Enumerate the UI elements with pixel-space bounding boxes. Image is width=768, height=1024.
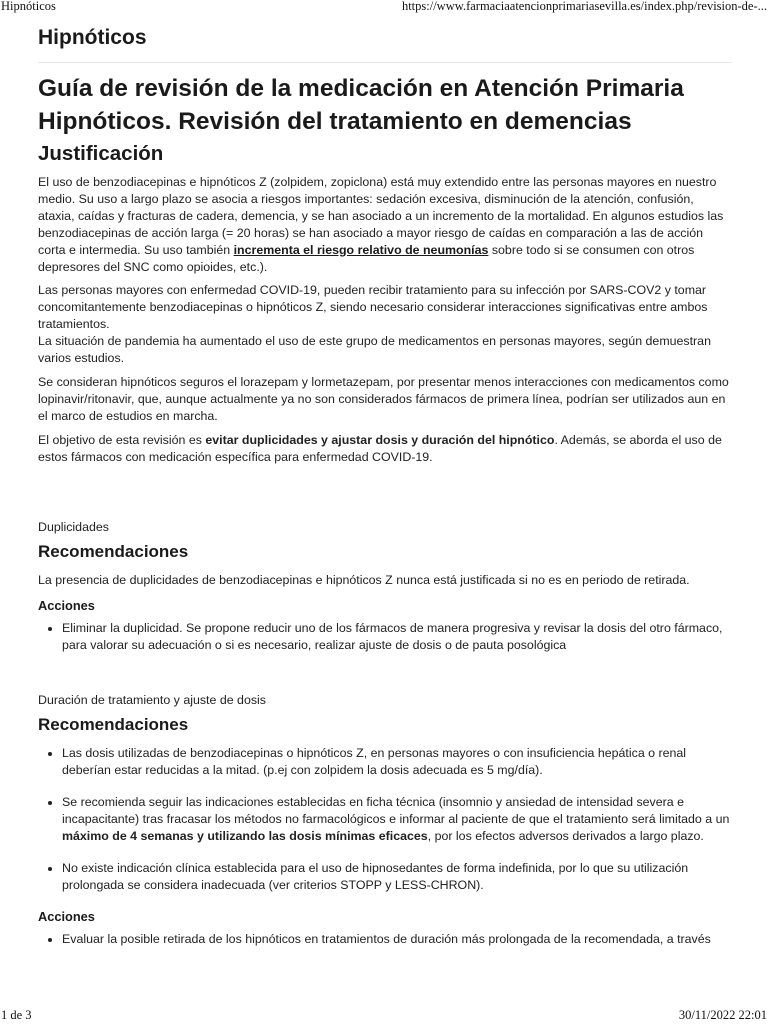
justificacion-paragraph-2 <box>38 282 732 367</box>
duracion-acciones-heading: Acciones <box>38 908 95 924</box>
justificacion-p1-text-b: sobre todo si se consumen con otros depresores del SNC como opioides, etc.). <box>38 242 695 274</box>
page-title-line-1: Guía de revisión de la medicación en Atención Primaria <box>38 75 684 102</box>
duracion-label: Duración de tratamiento y ajuste de dosis <box>38 693 266 708</box>
list-item <box>62 794 732 845</box>
duplicidades-acciones-heading: Acciones <box>38 598 95 614</box>
justificacion-p4-text-a: El objetivo de esta revisión es <box>38 432 206 447</box>
duracion-recomendaciones-heading: Recomendaciones <box>38 715 189 735</box>
list-item: • Evaluar la posible retirada de los hipnóticos en tratamientos de duración más prolongada de la recomendada, a través <box>62 931 732 948</box>
justificacion-p4-text-b: . Además, se aborda el uso de estos fármacos con medicación específica para enfermedad COVID-19. <box>38 432 722 464</box>
article <box>38 22 732 962</box>
print-header <box>0 0 768 16</box>
duracion-rec-item2-strong: máximo de 4 semanas y utilizando las dosis mínimas eficaces <box>62 828 428 843</box>
page-title-line-2: Hipnóticos. Revisión del tratamiento en demencias <box>38 108 632 135</box>
page-title <box>38 72 732 138</box>
justificacion-paragraph-3: Se consideran hipnóticos seguros el lorazepam y lormetazepam, por presentar menos interacciones con medicamentos como lopinavir/ritonavir, que, aunque actualmente ya no son considerados fármacos de primera línea, podrían ser utilizados aun en el marco de estudios en marcha. <box>38 374 729 423</box>
justificacion-p2-line-2: La situación de pandemia ha aumentado el uso de este grupo de medicamentos en personas mayores, según demuestran varios estudios. <box>38 334 711 366</box>
site-title[interactable]: Hipnóticos <box>38 26 732 63</box>
duracion-rec-item2-text-a: Se recomienda seguir las indicaciones establecidas en ficha técnica (insomnio y ansiedad de intensidad severa e incapacitante) tras fracasar los métodos no farmacológicos e informar al paciente de que el tratamiento será limitado a un <box>62 795 730 826</box>
justificacion-heading: Justificación <box>38 142 164 165</box>
list-item: • Eliminar la duplicidad. Se propone reducir uno de los fármacos de manera progresiva y revisar la dosis del otro fármaco, para valorar su adecuación o si es necesario, realizar ajuste de dosis o de pauta posológica <box>62 620 732 654</box>
duplicidades-recomendaciones-heading: Recomendaciones <box>38 541 189 561</box>
justificacion-p1-text-a: El uso de benzodiacepinas e hipnóticos Z (zolpidem, zopiclona) está muy extendido entre las personas mayores en nuestro medio. Su uso a largo plazo se asocia a riesgos importantes: sedación excesiva, disminución de la atención, confusión, ataxia, caídas y fracturas de cadera, demencia, y se han asociado a un incremento de la mortalidad. En algunos estudios las benzodiacepinas de acción larga (= 20 horas) se han asociado a mayor riesgo de caídas en comparación a las de acción corta e intermedia. Su uso también <box>38 175 724 257</box>
duracion-acciones-list <box>38 931 732 948</box>
duracion-recomendaciones-list <box>38 745 732 893</box>
neumonias-link[interactable]: incrementa el riesgo relativo de neumonías <box>233 242 489 257</box>
print-header-url: https://www.farmaciaatencionprimariasevilla.es/index.php/revision-de-... <box>401 0 767 13</box>
list-item: • Las dosis utilizadas de benzodiacepinas o hipnóticos Z, en personas mayores o con insuficiencia hepática o renal deberían estar reducidas a la mitad. (p.ej con zolpidem la dosis adecuada es 5 mg/día). <box>62 745 732 779</box>
page-number: 1 de 3 <box>1 1008 32 1022</box>
justificacion-p4-strong: evitar duplicidades y ajustar dosis y duración del hipnótico <box>205 432 555 447</box>
duracion-rec-item2-text-b: , por los efectos adversos derivados a largo plazo. <box>427 828 704 843</box>
duplicidades-label: Duplicidades <box>38 519 109 534</box>
justificacion-paragraph-4 <box>38 432 732 466</box>
duplicidades-acciones-list <box>38 620 732 654</box>
print-footer <box>0 1008 768 1024</box>
justificacion-paragraph-1 <box>38 174 732 275</box>
print-datetime: 30/11/2022 22:01 <box>678 1008 767 1022</box>
duplicidades-recomendaciones-text: La presencia de duplicidades de benzodiacepinas e hipnóticos Z nunca está justificada si no es en periodo de retirada. <box>38 572 690 587</box>
print-header-title: Hipnóticos <box>1 0 56 13</box>
list-item: • No existe indicación clínica establecida para el uso de hipnosedantes de forma indefinida, por lo que su utilización prolongada se considera inadecuada (ver criterios STOPP y LESS-CHRON). <box>62 860 732 894</box>
justificacion-p2-line-1: Las personas mayores con enfermedad COVID-19, pueden recibir tratamiento para su infección por SARS-COV2 y tomar concomitantemente benzodiacepinas o hipnóticos Z, siendo necesario considerar interacciones significativas entre ambos tratamientos. <box>38 283 708 332</box>
